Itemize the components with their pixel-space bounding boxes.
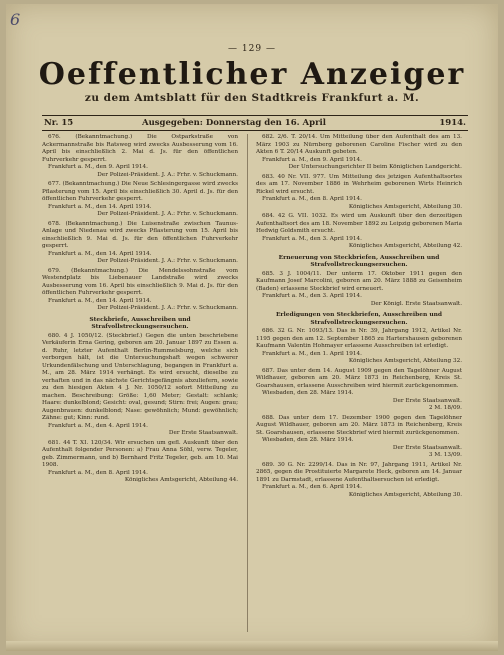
newspaper-page bbox=[6, 4, 498, 651]
right-column bbox=[256, 134, 462, 634]
notice-text: 684. 42 G. VII. 1032. Es wird um Auskunft über den derzeitigen Aufenthaltsort des am 18. November 1892 zu Leipzig geborenen Maria Hedwig Goldsmith ersucht. bbox=[256, 213, 462, 234]
notice-683 bbox=[256, 174, 462, 212]
notice-688 bbox=[256, 415, 462, 460]
section-heading: Steckbriefe, Ausschreiben und Strafvollstreckungsersuchen. bbox=[89, 315, 191, 330]
notice-signature: Der Polizei-Präsident. J. A.: Frhr. v. Schuckmann. bbox=[97, 211, 238, 217]
notice-text: 683. 40 Nr. VII. 977. Um Mitteilung des jetzigen Aufenthaltsortes des am 17. November 1886 in Wehrheim geborenen Wirts Heinrich Rickel wird ersucht. bbox=[256, 173, 462, 195]
notice-place-date: Frankfurt a. M., den 3. April 1914. bbox=[262, 293, 362, 299]
notice-685 bbox=[256, 271, 462, 309]
notice-text: 689. 30 G. Nr. 2299/14. Das in Nr. 97, Jahrgang 1911, Artikel Nr. 2865, gegen die Prostituierte Margarete Heck, geboren am 14. Januar 1891 zu Darmstadt, erlassene Aufenthaltsersuchen ist erledigt. bbox=[256, 461, 462, 483]
notice-text: 676. (Bekanntmachung.) Die Ostparkstraße von Ackermannstraße bis Ratsweg wird zwecks Ausbesserung vom 16. April bis einschließlich 2. Mai d. Js. für den öffentlichen Fuhrverkehr gesperrt. bbox=[42, 134, 238, 163]
notice-reference: 2 M. 18/09. bbox=[428, 405, 462, 411]
notice-text: 686. 32 G. Nr. 1093/13. Das in Nr. 39, Jahrgang 1912, Artikel Nr. 1195 gegen den am 12. September 1865 zu Hartershausen geborenen Kaufmann Valentin Hohmayer erlassene Ausschreiben ist erledigt. bbox=[256, 328, 462, 349]
handwritten-corner-mark: 6 bbox=[10, 10, 21, 29]
notice-reference: 3 M. 13/09. bbox=[428, 452, 462, 458]
notice-place-date: Frankfurt a. M., den 9. April 1914. bbox=[48, 164, 148, 170]
notice-signature: Der Untersuchungsrichter II beim Königlichen Landgericht. bbox=[288, 164, 462, 170]
notice-689 bbox=[256, 462, 462, 500]
notice-676 bbox=[42, 134, 238, 179]
notice-signature: Der Erste Staatsanwalt. bbox=[168, 430, 238, 436]
notice-text: 685. 3 J. 1004/11. Der unterm 17. Oktober 1911 gegen den Kaufmann Josef Marcolini, geboren am 20. März 1888 zu Geisenheim (Baden) erlassene Steckbrief wird erneuert. bbox=[256, 270, 462, 292]
notice-text: 687. Das unter dem 14. August 1909 gegen den Tagelöhner August Wildhauer, geboren am 20. März 1873 in Reichenberg, Kreis St. Goarshausen, erlassene Ausschreiben wird hiermit zurückgenommen. bbox=[256, 367, 462, 389]
notice-signature: Königliches Amtsgericht, Abteilung 42. bbox=[348, 243, 462, 249]
page-edge-shadow bbox=[6, 641, 498, 651]
notice-679 bbox=[42, 268, 238, 313]
notice-place-date: Frankfurt a. M., den 14. April 1914. bbox=[48, 250, 152, 257]
notice-place-date: Wiesbaden, den 28. März 1914. bbox=[262, 437, 354, 443]
column-divider bbox=[247, 134, 248, 632]
notice-signature: Der Polizei-Präsident. J. A.: Frhr. v. Schuckmann. bbox=[97, 171, 238, 178]
notice-681 bbox=[42, 440, 238, 485]
notice-signature: Königliches Amtsgericht, Abteilung 30. bbox=[348, 491, 462, 498]
notice-text: 678. (Bekanntmachung.) Die Luisenstraße zwischen Taunus-Anlage und Niedenau wird zwecks Pflasterung vom 15. April bis einschließlich 9. Mai d. Js. für den öffentlichen Fuhrverkehr gesperrt. bbox=[42, 220, 238, 249]
notice-signature: Der Erste Staatsanwalt. bbox=[392, 397, 462, 404]
notice-text: 679. (Bekanntmachung.) Die Mendelssohnstraße vom Westendplatz bis Liebenauer Landstraße wird zwecks Ausbesserung vom 16. April bis einschließlich 9. Mai d. Js. für den öffentlichen Fuhrverkehr gesperrt. bbox=[42, 267, 238, 296]
notice-place-date: Frankfurt a. M., den 8. April 1914. bbox=[262, 196, 362, 202]
issue-date: Ausgegeben: Donnerstag den 16. April bbox=[142, 118, 327, 128]
left-column bbox=[42, 134, 238, 634]
notice-684 bbox=[256, 213, 462, 251]
notice-signature: Der Erste Staatsanwalt. bbox=[392, 444, 462, 451]
notice-text: 680. 4 J. 1050/12. (Steckbrief.) Gegen die unten beschriebene Verkäuferin Erna Gering, geboren am 20. Januar 1897 zu Essen a. d. Ruhr, letzter Aufenthalt Berlin-Rummelsburg, welche sich verborgen hält, ist die Untersuchungshaft wegen schwerer Urkundenfälschung und Unterschlagung, begangen in Frankfurt a. M., am 28. März 1914 verhängt. Es wird ersucht, dieselbe zu verhaften und in das nächste Gerichtsgefängnis abzuliefern, sowie zu den hiesigen Akten 4 J. Nr. 1050/12 sofort Mitteilung zu machen. Beschreibung: Größe: 1,60 Meter; Gestalt: schlank; Haare: dunkelblond; Gesicht: oval, gesund; Stirn: frei; Augen: grau; Augenbrauen: dunkelblond; Nase: gewöhnlich; Mund: gewöhnlich; Zähne: gut; Kinn: rund. bbox=[42, 332, 238, 421]
notice-place-date: Frankfurt a. M., den 1. April 1914. bbox=[262, 350, 362, 357]
section-heading-renewal: Erneuerung von Steckbriefen, Ausschreiben und Strafvollstreckungsersuchen. bbox=[278, 253, 440, 268]
notice-place-date: Wiesbaden, den 28. März 1914. bbox=[262, 390, 354, 396]
notice-place-date: Frankfurt a. M., den 9. April 1914. bbox=[262, 156, 362, 163]
notice-680 bbox=[42, 333, 238, 438]
page-number: — 129 — bbox=[228, 44, 276, 54]
masthead-title: Oeffentlicher Anzeiger bbox=[38, 57, 466, 92]
notice-place-date: Frankfurt a. M., den 3. April 1914. bbox=[262, 235, 362, 242]
notice-place-date: Frankfurt a. M., den 8. April 1914. bbox=[48, 469, 148, 476]
notice-signature: Der Polizei-Präsident. J. A.: Frhr. v. Schuckmann. bbox=[97, 305, 238, 311]
notice-signature: Königliches Amtsgericht, Abteilung 32. bbox=[348, 358, 462, 364]
notice-687 bbox=[256, 368, 462, 413]
notice-686 bbox=[256, 328, 462, 366]
notice-678 bbox=[42, 221, 238, 266]
notice-signature: Königliches Amtsgericht, Abteilung 44. bbox=[124, 477, 238, 483]
notice-text: 677. (Bekanntmachung.) Die Neue Schlesingergasse wird zwecks Pflasterung vom 15. April bis einschließlich 30. April d. Js. für den öffentlichen Fuhrverkehr gesperrt. bbox=[42, 181, 238, 202]
issue-year: 1914. bbox=[439, 118, 466, 128]
notice-text: 682. 2/6. T. 20/14. Um Mitteilung über den Aufenthalt des am 13. März 1903 zu Nürnberg geborenen Caroline Fischer wird zu den Akten 6 T. 20/14 Auskunft gebeten. bbox=[256, 134, 462, 155]
notice-text: 688. Das unter dem 17. Dezember 1900 gegen den Tagelöhner August Wildhauer, geboren am 20. März 1873 in Reichenberg, Kreis St. Goarshausen, erlassene Steckbrief wird hiermit zurückgenommen. bbox=[256, 414, 462, 436]
notice-place-date: Frankfurt a. M., den 14. April 1914. bbox=[48, 297, 152, 304]
issue-line bbox=[42, 115, 468, 131]
masthead-subtitle: zu dem Amtsblatt für den Stadtkreis Frankfurt a. M. bbox=[84, 92, 420, 104]
section-heading-settled: Erledigungen von Steckbriefen, Ausschreiben und Strafvollstreckungsersuchen. bbox=[275, 311, 443, 326]
notice-text: 681. 44 T. XI. 120/34. Wir ersuchen um gefl. Auskunft über den Aufenthalt folgender Personen: a) Frau Anna Söhl, verw. Tegeler, geb. Zimmermann, und b) Bernhard Fritz Tegeler, geb. am 10. Mai 1908. bbox=[42, 439, 238, 468]
notice-677 bbox=[42, 181, 238, 219]
notice-signature: Der Polizei-Präsident. J. A.: Frhr. v. Schuckmann. bbox=[97, 258, 238, 264]
notice-place-date: Frankfurt a. M., den 4. April 1914. bbox=[48, 422, 148, 429]
notice-682 bbox=[256, 134, 462, 172]
notice-signature: Der Königl. Erste Staatsanwalt. bbox=[370, 300, 462, 307]
notice-place-date: Frankfurt a. M., den 14. April 1914. bbox=[48, 203, 152, 210]
notice-signature: Königliches Amtsgericht, Abteilung 30. bbox=[348, 203, 462, 210]
issue-number: Nr. 15 bbox=[44, 118, 74, 128]
notice-place-date: Frankfurt a. M., den 6. April 1914. bbox=[262, 484, 362, 490]
